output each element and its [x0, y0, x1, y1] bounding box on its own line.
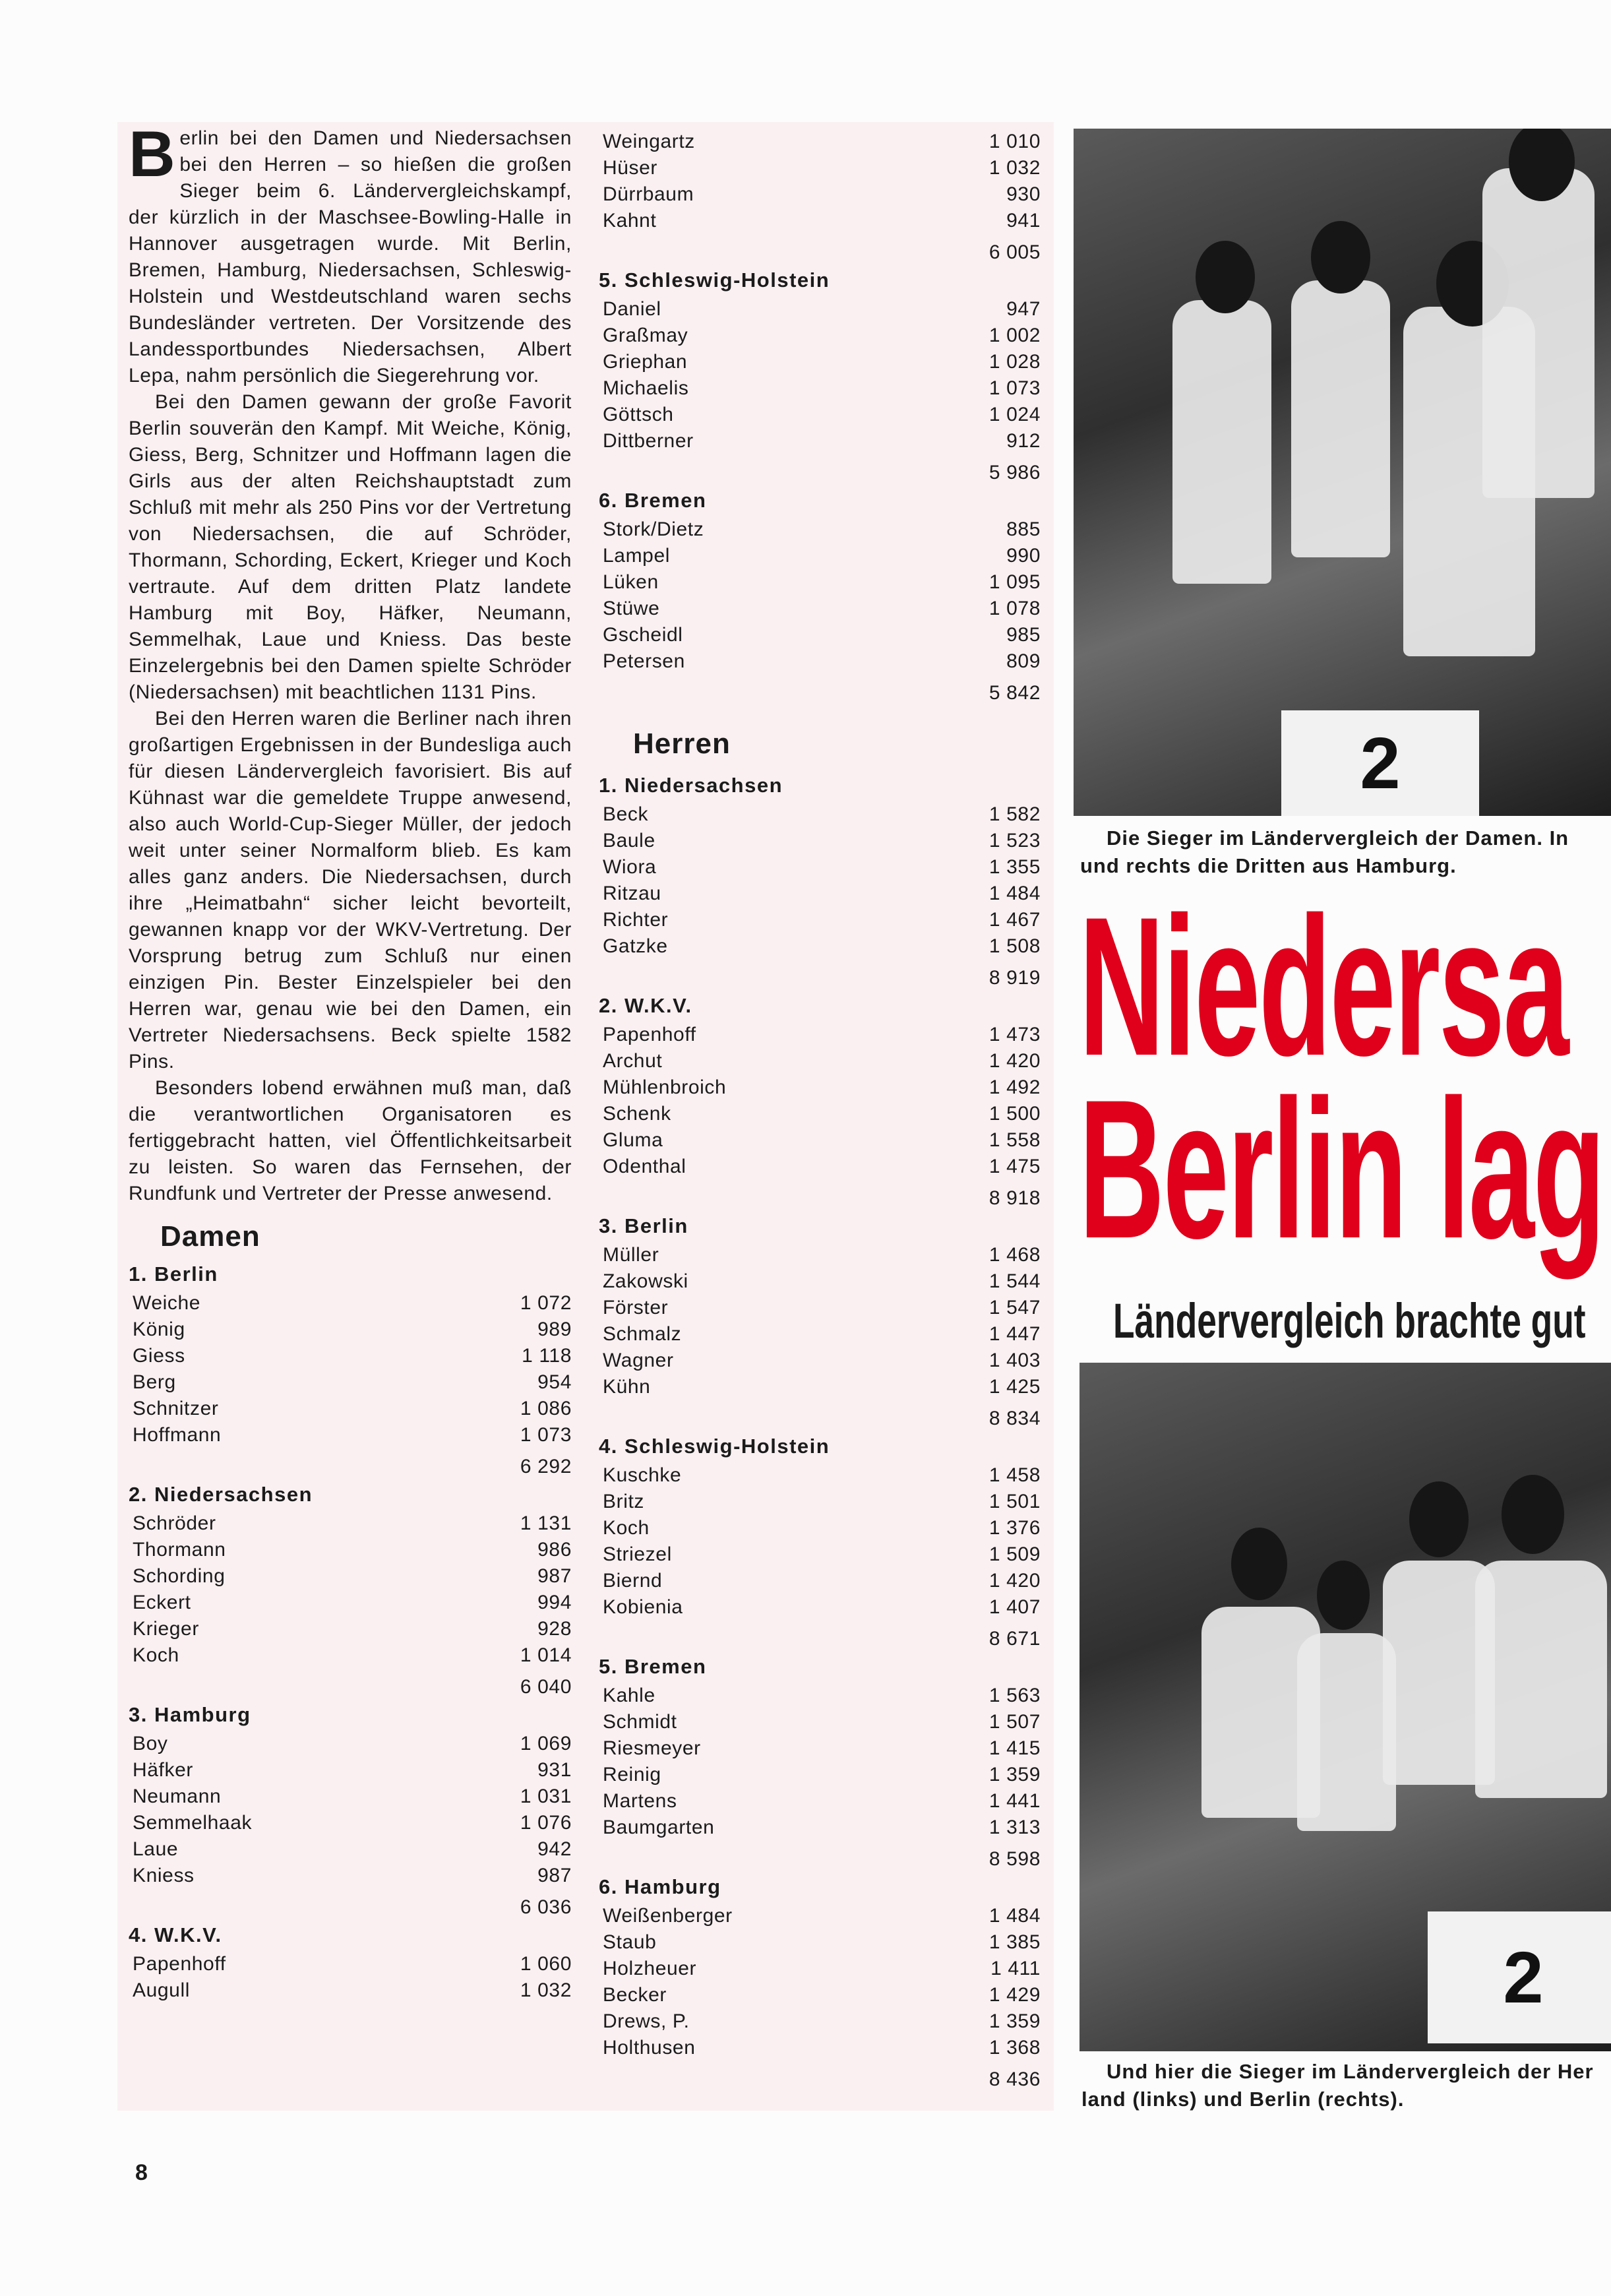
player-name: Förster	[603, 1297, 669, 1319]
player-score: 1 468	[988, 1244, 1041, 1266]
player-score: 1 500	[988, 1103, 1041, 1125]
player-name: Wiora	[603, 856, 657, 878]
player-name: Schmidt	[603, 1711, 677, 1733]
player-name: Papenhoff	[133, 1953, 226, 1975]
player-row	[129, 1731, 572, 1757]
player-score: 1 467	[988, 909, 1041, 931]
player-name: Michaelis	[603, 377, 689, 399]
player-score: 1 010	[988, 131, 1041, 152]
team-total: 6 005	[988, 241, 1041, 263]
team-results	[599, 1210, 1041, 1431]
player-score: 1 028	[988, 351, 1041, 373]
player-score: 930	[1006, 183, 1041, 205]
player-name: Wagner	[603, 1350, 674, 1371]
player-score: 1 484	[988, 883, 1041, 904]
player-name: Ritzau	[603, 883, 661, 904]
player-score: 1 002	[988, 325, 1041, 346]
team-name: 3. Hamburg	[129, 1703, 251, 1726]
drop-cap: B	[129, 117, 176, 190]
player-row	[599, 402, 1041, 428]
player-name: Kühn	[603, 1376, 651, 1398]
player-score: 1 032	[988, 157, 1041, 179]
player-score: 985	[1006, 624, 1041, 646]
article-body	[129, 117, 572, 1207]
player-row	[599, 1788, 1041, 1815]
player-name: Weiche	[133, 1292, 201, 1314]
player-row	[129, 1951, 572, 1977]
team-name: 1. Niedersachsen	[599, 774, 783, 797]
player-row	[599, 2008, 1041, 2035]
player-name: Richter	[603, 909, 669, 931]
team-name: 6. Bremen	[599, 489, 707, 512]
article-paragraph: Bei den Herren waren die Berliner nach ihren großartigen Ergebnissen in der Bundesliga auch für diesen Ländervergleich favorisiert. Bis auf Kühnast war die gemeldete Truppe anwesend, also auch World-Cup-Sieger Müller, der jedoch weit unter seiner Normalform blieb. Es kam alles ganz anders. Die Niedersachsen, durch ihre „Heimatbahn“ sicher leicht bevorteilt, gewannen knapp vor der WKV-Vertretung. Der Vorsprung betrug zum Schluß nur einen einzigen Pin. Bester Einzelspieler bei den Herren war, genau wie bei den Damen, ein Vertreter Niedersachsens. Beck spielte 1582 Pins.	[129, 708, 572, 1072]
player-row	[129, 1784, 572, 1810]
player-name: Britz	[603, 1491, 644, 1512]
player-name: Kobienia	[603, 1596, 683, 1618]
team-results	[129, 1919, 572, 2004]
player-row	[599, 1462, 1041, 1489]
player-score: 931	[537, 1759, 572, 1781]
player-row	[599, 208, 1041, 234]
player-score: 986	[537, 1539, 572, 1561]
player-name: Kahnt	[603, 210, 657, 232]
subheadline: Ländervergleich brachte gut	[1113, 1293, 1586, 1348]
player-score: 1 458	[988, 1464, 1041, 1486]
player-name: Biernd	[603, 1570, 663, 1592]
team-results	[129, 1699, 572, 1919]
player-row	[129, 1343, 572, 1369]
player-row	[599, 1568, 1041, 1594]
team-results	[129, 1258, 572, 1479]
player-name: Beck	[603, 803, 649, 825]
player-name: Weingartz	[603, 131, 695, 152]
player-row	[599, 881, 1041, 907]
player-row	[599, 933, 1041, 960]
player-row	[129, 1590, 572, 1616]
player-score: 1 078	[988, 598, 1041, 619]
player-score: 1 411	[990, 1958, 1041, 1979]
player-score: 1 475	[988, 1156, 1041, 1177]
player-row	[599, 1515, 1041, 1541]
player-score: 1 069	[520, 1733, 572, 1754]
middle-column	[599, 129, 1041, 2092]
player-score: 1 425	[988, 1376, 1041, 1398]
player-score: 1 131	[520, 1512, 572, 1534]
player-name: Archut	[603, 1050, 663, 1072]
team-total: 8 598	[988, 1848, 1041, 1870]
player-score: 990	[1006, 545, 1041, 567]
player-name: Papenhoff	[603, 1024, 696, 1045]
player-name: Laue	[133, 1838, 179, 1860]
player-row	[599, 1929, 1041, 1956]
player-name: Griephan	[603, 351, 688, 373]
player-score: 1 031	[520, 1785, 572, 1807]
player-score: 1 024	[988, 404, 1041, 425]
photo-women-winners	[1074, 129, 1611, 816]
player-row	[599, 1541, 1041, 1568]
player-name: Schenk	[603, 1103, 671, 1125]
player-name: Giess	[133, 1345, 185, 1367]
player-row	[599, 1295, 1041, 1321]
team-results	[599, 1651, 1041, 1871]
player-name: Graßmay	[603, 325, 688, 346]
player-name: Holzheuer	[603, 1958, 697, 1979]
player-name: Häfker	[133, 1759, 193, 1781]
player-name: Dürrbaum	[603, 183, 694, 205]
player-row	[599, 1374, 1041, 1400]
player-score: 1 447	[988, 1323, 1041, 1345]
player-row	[599, 1709, 1041, 1735]
player-row	[599, 596, 1041, 622]
team-results	[599, 129, 1041, 264]
player-score: 1 073	[520, 1424, 572, 1446]
photo-men-winners	[1079, 1363, 1611, 2051]
player-score: 1 072	[520, 1292, 572, 1314]
player-name: Müller	[603, 1244, 659, 1266]
player-score: 1 484	[988, 1905, 1041, 1927]
player-name: Boy	[133, 1733, 168, 1754]
player-name: Augull	[133, 1979, 190, 2001]
player-score: 1 507	[988, 1711, 1041, 1733]
team-results	[599, 1871, 1041, 2092]
player-row	[599, 1127, 1041, 1154]
player-score: 947	[1006, 298, 1041, 320]
team-total: 8 834	[988, 1408, 1041, 1429]
player-score: 912	[1006, 430, 1041, 452]
player-score: 1 118	[522, 1345, 572, 1367]
photo-caption-women-line1: Die Sieger im Ländervergleich der Damen. In	[1107, 826, 1569, 850]
team-name: 6. Hamburg	[599, 1875, 721, 1898]
herren-section-title: Herren	[633, 728, 731, 760]
player-row	[599, 1815, 1041, 1841]
player-row	[129, 1422, 572, 1448]
player-row	[599, 1242, 1041, 1268]
player-row	[129, 1977, 572, 2004]
player-row	[599, 1762, 1041, 1788]
player-name: Stork/Dietz	[603, 518, 704, 540]
player-name: Schröder	[133, 1512, 216, 1534]
player-row	[599, 1101, 1041, 1127]
player-row	[129, 1510, 572, 1537]
player-name: Hoffmann	[133, 1424, 222, 1446]
player-name: Göttsch	[603, 404, 674, 425]
player-score: 885	[1006, 518, 1041, 540]
player-row	[599, 828, 1041, 854]
player-row	[599, 854, 1041, 881]
player-score: 1 558	[988, 1129, 1041, 1151]
player-row	[129, 1810, 572, 1836]
player-score: 1 547	[988, 1297, 1041, 1319]
player-name: Dittberner	[603, 430, 694, 452]
player-score: 1 368	[988, 2037, 1041, 2059]
player-score: 1 473	[988, 1024, 1041, 1045]
podium-second-place: 2	[1281, 710, 1479, 816]
player-score: 809	[1006, 650, 1041, 672]
team-name: 4. W.K.V.	[129, 1923, 222, 1946]
player-row	[599, 323, 1041, 349]
article-paragraph	[129, 117, 572, 389]
player-score: 987	[537, 1865, 572, 1886]
player-row	[599, 1074, 1041, 1101]
player-row	[599, 1321, 1041, 1348]
paragraph-text: erlin bei den Damen und Niedersachsen bei den Herren – so hießen die großen Sieger beim 6. Ländervergleichskampf, der kürzlich in der Maschsee-Bowling-Halle in Hannover ausgetragen wurde. Mit Berlin, Bremen, Hamburg, Niedersachsen, Schleswig-Holstein und Westdeutschland waren sechs Bundesländer vertreten. Der Vorsitzende des Landessportbundes Niedersachsen, Albert Lepa, nahm persönlich die Siegerehrung vor.	[129, 127, 572, 387]
player-name: Gscheidl	[603, 624, 683, 646]
player-row	[599, 1982, 1041, 2008]
team-name: 5. Bremen	[599, 1655, 707, 1678]
player-row	[599, 1489, 1041, 1515]
player-name: Striezel	[603, 1543, 672, 1565]
team-name: 2. W.K.V.	[599, 994, 692, 1017]
player-score: 1 060	[520, 1953, 572, 1975]
player-score: 1 563	[988, 1685, 1041, 1706]
player-row	[129, 1369, 572, 1396]
team-results	[599, 264, 1041, 485]
damen-section-title: Damen	[160, 1220, 260, 1253]
player-name: Kahle	[603, 1685, 655, 1706]
player-score: 1 073	[988, 377, 1041, 399]
headline-line1: Niedersa	[1079, 875, 1568, 1097]
player-score: 1 544	[988, 1270, 1041, 1292]
player-score: 1 086	[520, 1398, 572, 1419]
player-row	[599, 1154, 1041, 1180]
player-name: Krieger	[133, 1618, 199, 1640]
player-score: 1 359	[988, 2010, 1041, 2032]
damen-results-continued	[599, 129, 1041, 705]
player-score: 1 032	[520, 1979, 572, 2001]
player-name: Koch	[603, 1517, 650, 1539]
player-row	[599, 1268, 1041, 1295]
team-name: 3. Berlin	[599, 1214, 688, 1237]
player-row	[599, 648, 1041, 675]
player-name: Koch	[133, 1644, 179, 1666]
player-score: 1 508	[988, 935, 1041, 957]
headline-line2: Berlin lag	[1079, 1058, 1604, 1280]
team-results	[599, 485, 1041, 705]
player-name: Zakowski	[603, 1270, 688, 1292]
player-name: Holthusen	[603, 2037, 696, 2059]
team-results	[599, 1431, 1041, 1651]
player-score: 1 355	[988, 856, 1041, 878]
team-total: 5 842	[988, 682, 1041, 704]
page-number: 8	[135, 2160, 148, 2185]
player-score: 1 014	[520, 1644, 572, 1666]
player-row	[599, 1348, 1041, 1374]
player-name: Martens	[603, 1790, 677, 1812]
player-row	[599, 129, 1041, 155]
player-row	[129, 1616, 572, 1642]
player-name: Mühlenbroich	[603, 1076, 727, 1098]
team-total: 8 919	[988, 967, 1041, 989]
player-row	[599, 907, 1041, 933]
team-total: 6 036	[520, 1896, 572, 1918]
article-paragraph: Bei den Damen gewann der große Favorit Berlin souverän den Kampf. Mit Weiche, König, Giess, Berg, Schnitzer und Hoffmann lagen die Girls aus der alten Reichshauptstadt zum Schluß mit mehr als 250 Pins vor der Vertretung von Niedersachsen, die auf Schröder, Thormann, Schording, Eckert, Krieger und Koch vertraute. Auf dem dritten Platz landete Hamburg mit Boy, Häfker, Neumann, Semmelhak, Laue und Kniess. Das beste Einzelergebnis bei den Damen spielte Schröder (Niedersachsen) mit beachtlichen 1131 Pins.	[129, 391, 572, 703]
player-row	[129, 1317, 572, 1343]
player-row	[599, 1735, 1041, 1762]
player-name: Lampel	[603, 545, 670, 567]
player-name: Odenthal	[603, 1156, 686, 1177]
player-row	[599, 375, 1041, 402]
player-row	[599, 155, 1041, 181]
player-row	[599, 1683, 1041, 1709]
player-row	[599, 428, 1041, 454]
player-row	[129, 1836, 572, 1863]
photo-caption-women-line2: und rechts die Dritten aus Hamburg.	[1080, 854, 1457, 877]
player-row	[599, 2035, 1041, 2061]
player-row	[599, 1903, 1041, 1929]
player-score: 1 523	[988, 830, 1041, 852]
podium-second-place: 2	[1428, 1911, 1611, 2043]
player-row	[599, 1022, 1041, 1048]
team-total: 5 986	[988, 462, 1041, 483]
player-score: 989	[537, 1319, 572, 1340]
player-name: Schnitzer	[133, 1398, 219, 1419]
player-row	[599, 1594, 1041, 1621]
player-row	[129, 1396, 572, 1422]
player-row	[129, 1537, 572, 1563]
player-name: Reinig	[603, 1764, 661, 1785]
player-score: 1 359	[988, 1764, 1041, 1785]
player-row	[129, 1642, 572, 1669]
player-name: Gluma	[603, 1129, 663, 1151]
player-row	[599, 296, 1041, 323]
player-score: 1 095	[988, 571, 1041, 593]
player-name: Kuschke	[603, 1464, 682, 1486]
player-score: 987	[537, 1565, 572, 1587]
player-score: 1 492	[988, 1076, 1041, 1098]
player-score: 994	[537, 1592, 572, 1613]
player-score: 1 429	[988, 1984, 1041, 2006]
player-row	[129, 1290, 572, 1317]
player-score: 954	[537, 1371, 572, 1393]
team-total: 8 436	[988, 2068, 1041, 2090]
photo-caption-men-line2: land (links) und Berlin (rechts).	[1081, 2088, 1405, 2111]
herren-results	[599, 770, 1041, 2092]
left-column	[129, 117, 572, 2004]
player-row	[599, 543, 1041, 569]
player-score: 1 420	[988, 1570, 1041, 1592]
player-score: 942	[537, 1838, 572, 1860]
player-row	[599, 349, 1041, 375]
player-score: 1 313	[988, 1816, 1041, 1838]
team-total: 6 040	[520, 1676, 572, 1698]
player-name: Kniess	[133, 1865, 195, 1886]
player-row	[129, 1757, 572, 1784]
photo-caption-men-line1: Und hier die Sieger im Ländervergleich der Her	[1107, 2060, 1594, 2083]
team-name: 5. Schleswig-Holstein	[599, 268, 830, 292]
player-score: 1 407	[988, 1596, 1041, 1618]
player-name: Hüser	[603, 157, 658, 179]
team-name: 4. Schleswig-Holstein	[599, 1435, 830, 1458]
player-name: Baumgarten	[603, 1816, 715, 1838]
team-name: 1. Berlin	[129, 1262, 218, 1286]
team-results	[599, 990, 1041, 1210]
player-name: Schmalz	[603, 1323, 682, 1345]
player-score: 1 420	[988, 1050, 1041, 1072]
player-row	[599, 569, 1041, 596]
team-results	[129, 1479, 572, 1699]
player-name: Baule	[603, 830, 655, 852]
team-results	[599, 770, 1041, 990]
player-score: 928	[537, 1618, 572, 1640]
player-name: Stüwe	[603, 598, 660, 619]
player-row	[129, 1563, 572, 1590]
player-name: Lüken	[603, 571, 659, 593]
player-name: Eckert	[133, 1592, 191, 1613]
player-name: Semmelhaak	[133, 1812, 253, 1834]
player-score: 1 076	[520, 1812, 572, 1834]
player-name: Thormann	[133, 1539, 226, 1561]
article-paragraph: Besonders lobend erwähnen muß man, daß die verantwortlichen Organisatoren es fertiggebracht hatten, viel Öffentlichkeitsarbeit zu leisten. So waren das Fernsehen, der Rundfunk und Vertreter der Presse anwesend.	[129, 1077, 572, 1204]
player-score: 1 501	[988, 1491, 1041, 1512]
player-name: Petersen	[603, 650, 685, 672]
player-score: 1 415	[988, 1737, 1041, 1759]
player-name: Daniel	[603, 298, 661, 320]
player-score: 1 441	[988, 1790, 1041, 1812]
player-name: Riesmeyer	[603, 1737, 701, 1759]
player-name: Staub	[603, 1931, 657, 1953]
player-score: 1 403	[988, 1350, 1041, 1371]
damen-results-left	[129, 1258, 572, 2004]
player-row	[599, 801, 1041, 828]
team-total: 6 292	[520, 1456, 572, 1477]
team-total: 8 671	[988, 1628, 1041, 1650]
player-score: 1 385	[988, 1931, 1041, 1953]
player-name: Gatzke	[603, 935, 668, 957]
team-total: 8 918	[988, 1187, 1041, 1209]
player-name: Weißenberger	[603, 1905, 733, 1927]
player-name: Berg	[133, 1371, 176, 1393]
player-score: 1 376	[988, 1517, 1041, 1539]
player-name: Schording	[133, 1565, 226, 1587]
player-name: Drews, P.	[603, 2010, 690, 2032]
player-name: Becker	[603, 1984, 667, 2006]
player-row	[599, 622, 1041, 648]
player-row	[599, 181, 1041, 208]
player-row	[599, 1956, 1041, 1982]
player-row	[599, 516, 1041, 543]
player-row	[599, 1048, 1041, 1074]
player-score: 941	[1006, 210, 1041, 232]
player-score: 1 582	[988, 803, 1041, 825]
player-name: König	[133, 1319, 185, 1340]
team-name: 2. Niedersachsen	[129, 1483, 313, 1506]
player-score: 1 509	[988, 1543, 1041, 1565]
player-row	[129, 1863, 572, 1889]
player-name: Neumann	[133, 1785, 222, 1807]
